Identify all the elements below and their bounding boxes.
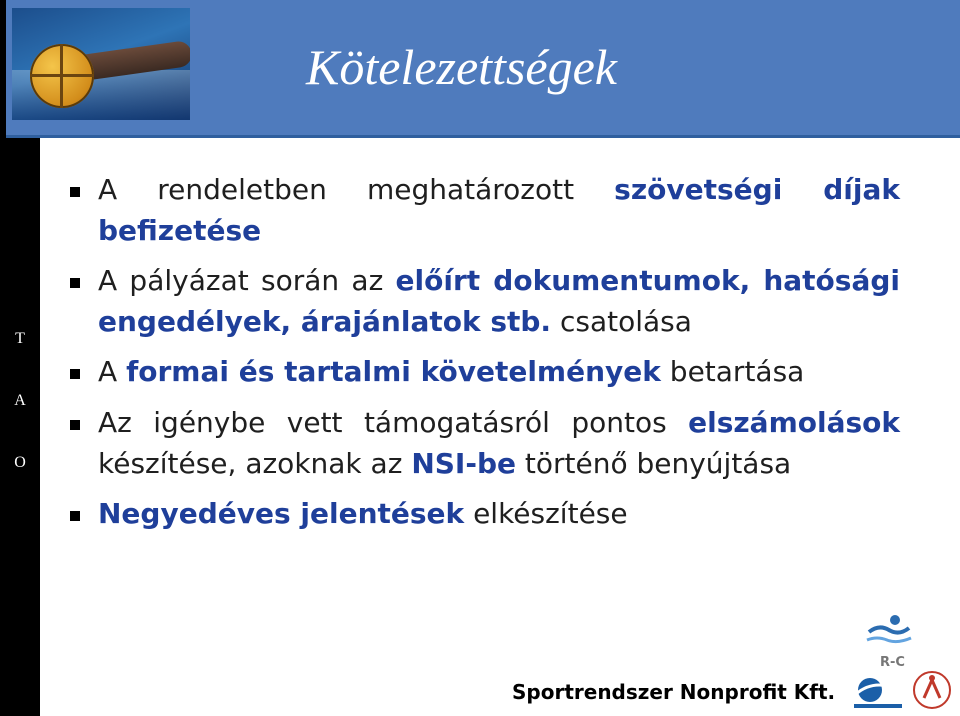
swimming-federation-logo: [865, 612, 913, 648]
side-letter-a: A: [14, 392, 26, 409]
bullet-item: A formai és tartalmi követelmények betartása: [70, 352, 900, 393]
title-banner: [6, 0, 960, 138]
sports-association-logo: [910, 668, 954, 712]
bullet-list: [70, 170, 900, 545]
r-c-logo: R-C: [880, 655, 905, 670]
footer-company-name: Sportrendszer Nonprofit Kft.: [512, 680, 836, 704]
bullet-item: Az igénybe vett támogatásról pontos elszámolások készítése, azoknak az NSI-be történő benyújtása: [70, 403, 900, 484]
side-letter-o: O: [14, 454, 26, 471]
kayak-canoe-logo: [848, 672, 908, 710]
water-polo-photo: [12, 8, 190, 120]
bullet-item: A rendeletben meghatározott szövetségi díjak befizetése: [70, 170, 900, 251]
slide-title: Kötelezettségek: [306, 39, 617, 95]
side-letters: [0, 330, 40, 516]
side-letter-t: T: [15, 330, 25, 347]
bullet-item: A pályázat során az előírt dokumentumok, hatósági engedélyek, árajánlatok stb. csatolása: [70, 261, 900, 342]
bullet-item: Negyedéves jelentések elkészítése: [70, 494, 900, 535]
